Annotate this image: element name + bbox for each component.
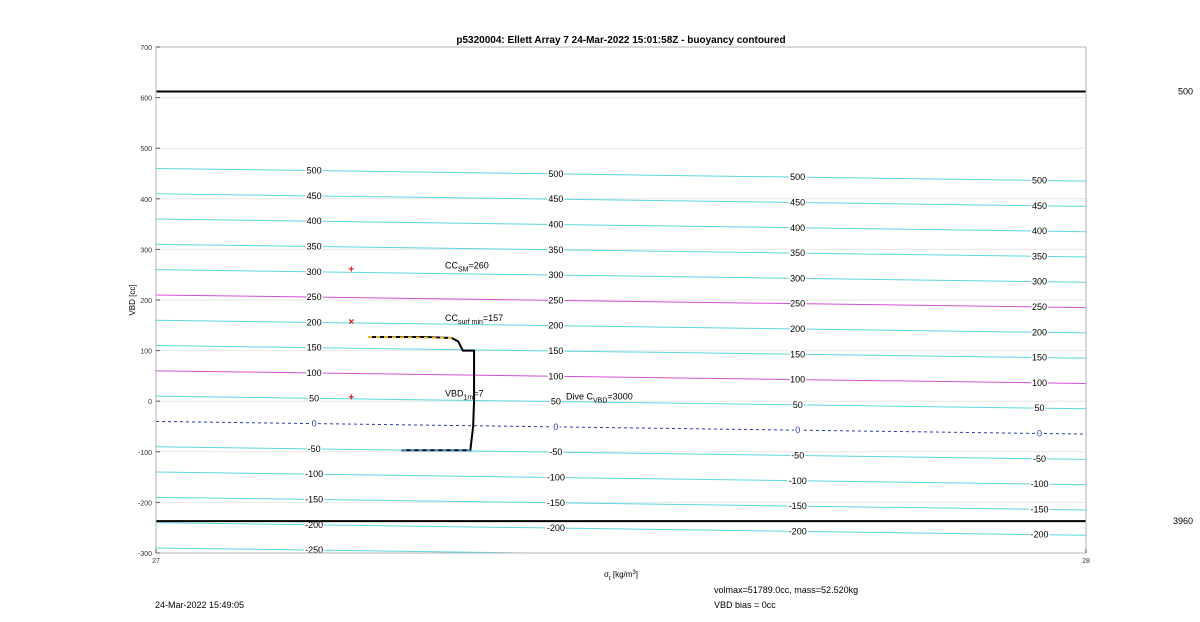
contour-label: -150 — [1030, 504, 1049, 515]
contour-label: 400 — [306, 216, 322, 227]
y-tick-label: -300 — [137, 551, 152, 558]
contour-label: -50 — [549, 447, 563, 458]
contour-label: 200 — [306, 317, 322, 328]
contour-label: 500 — [306, 165, 322, 176]
contour-label: 100 — [790, 374, 806, 385]
contour-label: 0 — [553, 421, 559, 432]
contour-label: -150 — [305, 494, 324, 505]
contour-label: 300 — [306, 266, 322, 277]
contour-label: 100 — [548, 371, 564, 382]
x-axis-label: $\sigma_t$ $[kg/m^3]$ — [604, 570, 638, 582]
reference-line-label: 3960 — [1172, 516, 1193, 527]
contour-label: 150 — [548, 345, 564, 356]
contour-label: 350 — [1031, 251, 1048, 262]
contour-label: 400 — [1031, 226, 1048, 237]
chart-title: p5320004: Ellett Array 7 24-Mar-2022 15:01:58Z - buoyancy contoured — [456, 35, 786, 46]
contour-label: 50 — [1034, 403, 1045, 414]
contour-label: -50 — [307, 443, 321, 454]
y-tick-label: 300 — [140, 247, 152, 255]
contour-label: 150 — [306, 342, 322, 353]
contour-label: -100 — [546, 472, 565, 483]
contour-label: 450 — [1031, 200, 1048, 211]
y-tick-label: 0 — [148, 399, 152, 407]
contour-label: 500 — [1031, 175, 1048, 186]
y-tick-label: 700 — [140, 45, 152, 52]
contour-label: 300 — [790, 273, 806, 284]
x-tick-label: 27 — [152, 558, 160, 565]
y-tick-label: 500 — [140, 146, 152, 154]
contour-label: 350 — [548, 244, 564, 255]
contour-label: 450 — [548, 194, 564, 205]
contour-label: -150 — [546, 497, 565, 508]
contour-label: 500 — [548, 168, 564, 179]
marker-annotation: $CC_{SM}=260$ — [445, 260, 489, 274]
contour-label: 100 — [306, 367, 322, 378]
contour-label: 450 — [790, 197, 806, 208]
contour-label: 350 — [306, 241, 322, 252]
contour-label: -200 — [788, 526, 807, 537]
contour-label: 300 — [548, 270, 564, 281]
contour-label: 0 — [1036, 428, 1043, 439]
contour-label: 50 — [309, 393, 320, 404]
contour-label: 200 — [1031, 327, 1048, 338]
contour-label: 500 — [790, 172, 806, 183]
marker: + — [348, 392, 355, 404]
contour-label: 200 — [790, 323, 806, 334]
contour-label: 250 — [548, 295, 564, 306]
y-axis-label: VBD [cc] — [128, 284, 137, 316]
contour-label: -50 — [791, 450, 805, 461]
footer-vbd-bias: VBD bias = 0cc — [714, 600, 776, 610]
footer-timestamp: 24-Mar-2022 15:49:05 — [155, 600, 245, 610]
x-tick-label: 28 — [1082, 558, 1090, 565]
contour-label: 250 — [790, 298, 806, 309]
contour-label: 50 — [550, 396, 561, 407]
contour-label: 100 — [1031, 377, 1048, 388]
contour-label: -100 — [305, 469, 324, 480]
y-tick-label: 200 — [140, 298, 152, 305]
contour-label: -100 — [1030, 479, 1049, 490]
contour-label: 300 — [1031, 276, 1048, 287]
contour-label: 150 — [1031, 352, 1048, 363]
contour-label: 0 — [795, 425, 801, 436]
contour-label: 450 — [306, 190, 322, 201]
y-tick-label: 600 — [140, 95, 152, 103]
contour-label: -200 — [1030, 529, 1049, 540]
contour-label: 400 — [790, 222, 806, 233]
contour-label: 250 — [306, 292, 322, 303]
contour-label: -150 — [788, 501, 807, 512]
contour-label: 150 — [790, 349, 806, 360]
contour-label: 50 — [792, 399, 803, 410]
contour-label: 200 — [548, 320, 564, 331]
dive-cvbd-annotation: Dive $C_{VBD}=3000$ — [566, 391, 633, 405]
contour-label: -200 — [546, 523, 565, 534]
y-tick-label: -100 — [137, 449, 152, 457]
contour-label: 350 — [790, 248, 806, 259]
marker-annotation: $CC_{surf min}=157$ — [445, 312, 504, 326]
y-tick-label: 400 — [140, 196, 152, 204]
contour-label: -250 — [305, 545, 324, 556]
contour-label: -100 — [788, 475, 807, 486]
marker: + — [348, 264, 355, 276]
contour-label: 400 — [548, 219, 564, 230]
y-tick-label: -200 — [137, 500, 152, 508]
contour-label: -200 — [305, 519, 324, 530]
y-tick-label: 100 — [140, 348, 152, 356]
footer-volmax: volmax=51789.0cc, mass=52.520kg — [714, 585, 859, 595]
contour-label: 250 — [1031, 301, 1048, 312]
marker: × — [348, 316, 355, 328]
reference-line-label: 500 — [1177, 86, 1193, 97]
contour-label: 0 — [311, 418, 317, 429]
marker-annotation: $VBD_{1m}=7$ — [445, 388, 484, 402]
contour-label: -50 — [1032, 453, 1047, 464]
